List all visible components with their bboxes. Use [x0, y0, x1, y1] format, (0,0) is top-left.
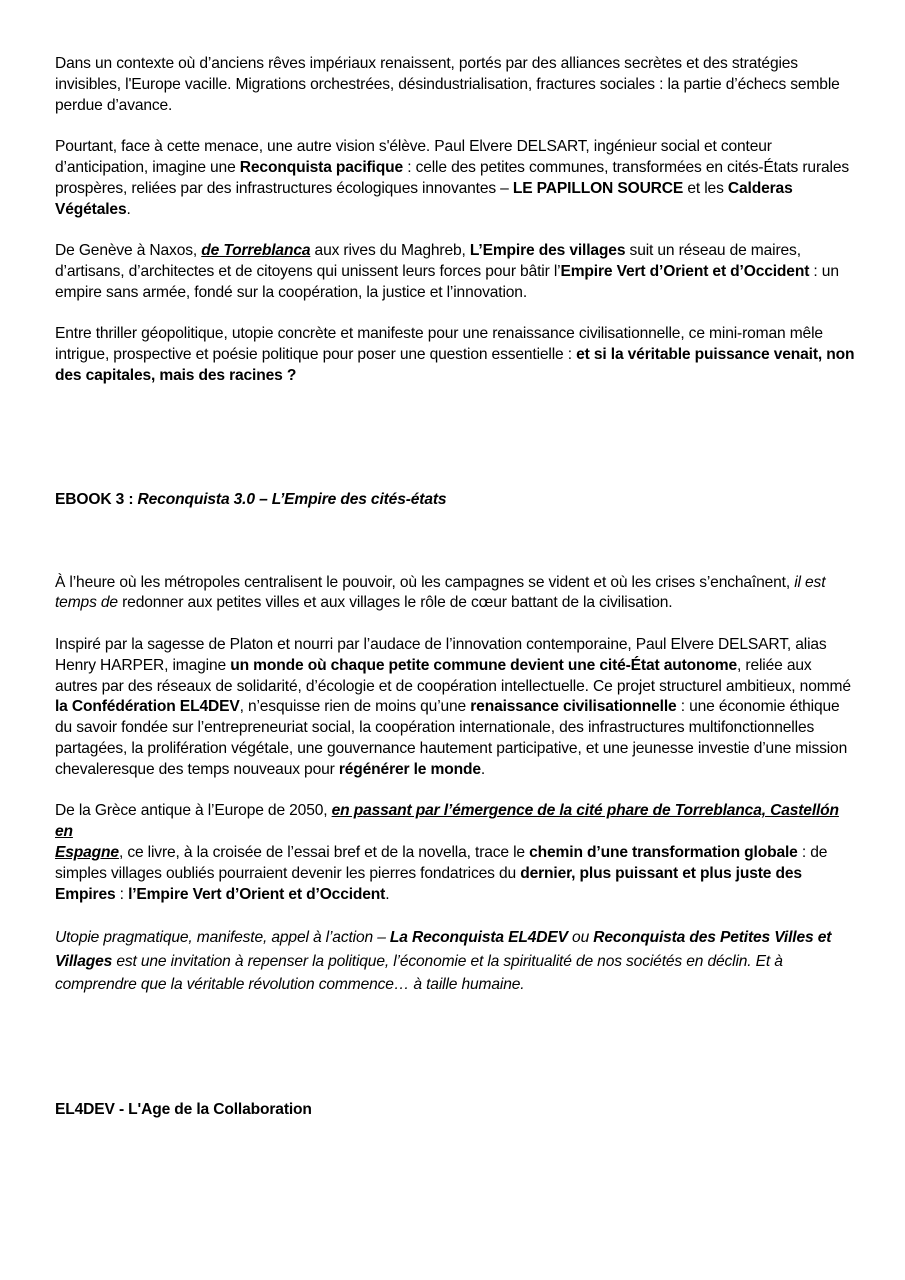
bold-run: Empire Vert d’Orient et d’Occident	[560, 262, 810, 280]
text-run: Pourtant, face à cette menace, une autre vision s'élève. Paul Elvere DELSART, ingénieur social et conteur d’anticipation, imagine une	[55, 138, 772, 176]
text-run: Utopie pragmatique, manifeste, appel à l’action –	[55, 929, 390, 947]
intro-paragraph-2	[55, 137, 855, 220]
bold-run: l’Empire Vert d’Orient et d’Occident	[128, 885, 386, 903]
bold-run: chemin d’une transformation globale	[529, 843, 798, 861]
bold-run: un monde où chaque petite commune devient une cité-État autonome	[230, 656, 738, 674]
heading-title: Reconquista 3.0 – L’Empire des cités-états	[137, 490, 447, 508]
text-run: , ce livre, à la croisée de l’essai bref et de la novella, trace le	[118, 843, 530, 861]
intro-paragraph-3	[55, 241, 855, 303]
text-run: suit un réseau de maires, d’artisans, d’architectes et de citoyens qui unissent leurs forces pour bâtir l’	[55, 242, 801, 280]
text-run: :	[115, 885, 129, 903]
ebook3-paragraph-1	[55, 573, 855, 615]
text-run: redonner aux petites villes et aux villages le rôle de cœur battant de la civilisation.	[117, 594, 673, 612]
italic-run: il est temps de	[55, 573, 826, 612]
text-run: : une économie éthique du savoir fondée sur l’entrepreneuriat social, la coopération internationale, des infrastructures multifonctionnelles partagées, la prolifération végétale, une gouvernance hautement participative, et une jeunesse investie d’une mission chevaleresque des temps nouveaux pour	[55, 698, 848, 778]
text-run: Entre thriller géopolitique, utopie concrète et manifeste pour une renaissance civilisationnelle, ce mini-roman mêle intrigue, prospective et poésie politique pour poser une question essentielle :	[55, 325, 823, 364]
text-run: est une invitation à repenser la politique, l’économie et la spiritualité de nos sociétés en déclin. Et à comprendre que la véritable révolution commence… à taille humaine.	[55, 952, 783, 994]
text-run: .	[385, 885, 390, 903]
bold-run: régénérer le monde	[338, 760, 481, 778]
bold-run: La Reconquista EL4DEV	[389, 929, 568, 947]
text-run: .	[126, 200, 131, 218]
intro-paragraph-1	[55, 54, 855, 116]
text-run: : de simples villages oubliés pourraient devenir les pierres fondatrices du	[55, 843, 828, 882]
ebook3-paragraph-4	[55, 926, 855, 997]
bold-run: Reconquista pacifique	[239, 158, 404, 176]
text-run: : celle des petites communes, transformées en cités-États rurales prospères, reliées par des infrastructures écologiques innovantes –	[55, 158, 849, 197]
ebook3-paragraph-2	[55, 635, 855, 781]
text-run: et les	[683, 179, 728, 197]
spacer	[55, 387, 855, 490]
bold-run: renaissance civilisationnelle	[470, 698, 677, 716]
bold-run: L’Empire des villages	[469, 242, 626, 260]
ebook3-paragraph-3	[55, 801, 855, 905]
text-run: , reliée aux autres par des réseaux de solidarité, d’écologie et de coopération intellectuelle. Ce projet structurel ambitieux, nommé	[55, 656, 851, 695]
ebook3-heading	[55, 490, 855, 511]
heading-label: EBOOK 3 :	[55, 490, 138, 508]
bold-run: la Confédération EL4DEV	[55, 698, 240, 716]
text-run: À l’heure où les métropoles centralisent le pouvoir, où les campagnes se vident et où les crises s’enchaînent,	[55, 573, 795, 591]
text-run: .	[480, 760, 486, 778]
intro-p1-text: Dans un contexte où d’anciens rêves impériaux renaissent, portés par des alliances secrètes et des stratégies invisibles, l'Europe vacille. Migrations orchestrées, désindustrialisation, fractures sociales : la partie d’échecs semble perdue d’avance.	[55, 55, 840, 114]
text-run: Inspiré par la sagesse de Platon et nourri par l’audace de l’innovation contemporaine, Paul Elvere DELSART, alias Henry HARPER, imagine	[55, 635, 827, 674]
bold-run: Calderas Végétales	[55, 179, 793, 218]
bold-run: Reconquista des Petites Villes et Villages	[55, 929, 832, 970]
text-run: De la Grèce antique à l’Europe de 2050,	[55, 802, 332, 820]
text-run: aux rives du Maghreb,	[310, 242, 470, 260]
underlined-run: de Torreblanca	[201, 242, 311, 260]
spacer	[55, 997, 855, 1100]
underlined-run: en passant par l’émergence de la cité phare de Torreblanca, Castellón en	[55, 802, 839, 841]
text-run: , n’esquisse rien de moins qu’une	[239, 698, 471, 716]
text-run: De Genève à Naxos,	[55, 242, 202, 260]
bold-run: LE PAPILLON SOURCE	[512, 179, 684, 197]
footer-heading: EL4DEV - L'Age de la Collaboration	[55, 1100, 312, 1118]
text-run: : un empire sans armée, fondé sur la coopération, la justice et l’innovation.	[55, 262, 839, 301]
text-run: ou	[567, 929, 594, 947]
underlined-run: Espagne	[55, 843, 119, 861]
bold-run: dernier, plus puissant et plus juste des Empires	[55, 864, 802, 903]
spacer	[55, 511, 855, 573]
bold-run: et si la véritable puissance venait, non des capitales, mais des racines ?	[55, 346, 855, 384]
intro-paragraph-4	[55, 324, 855, 386]
